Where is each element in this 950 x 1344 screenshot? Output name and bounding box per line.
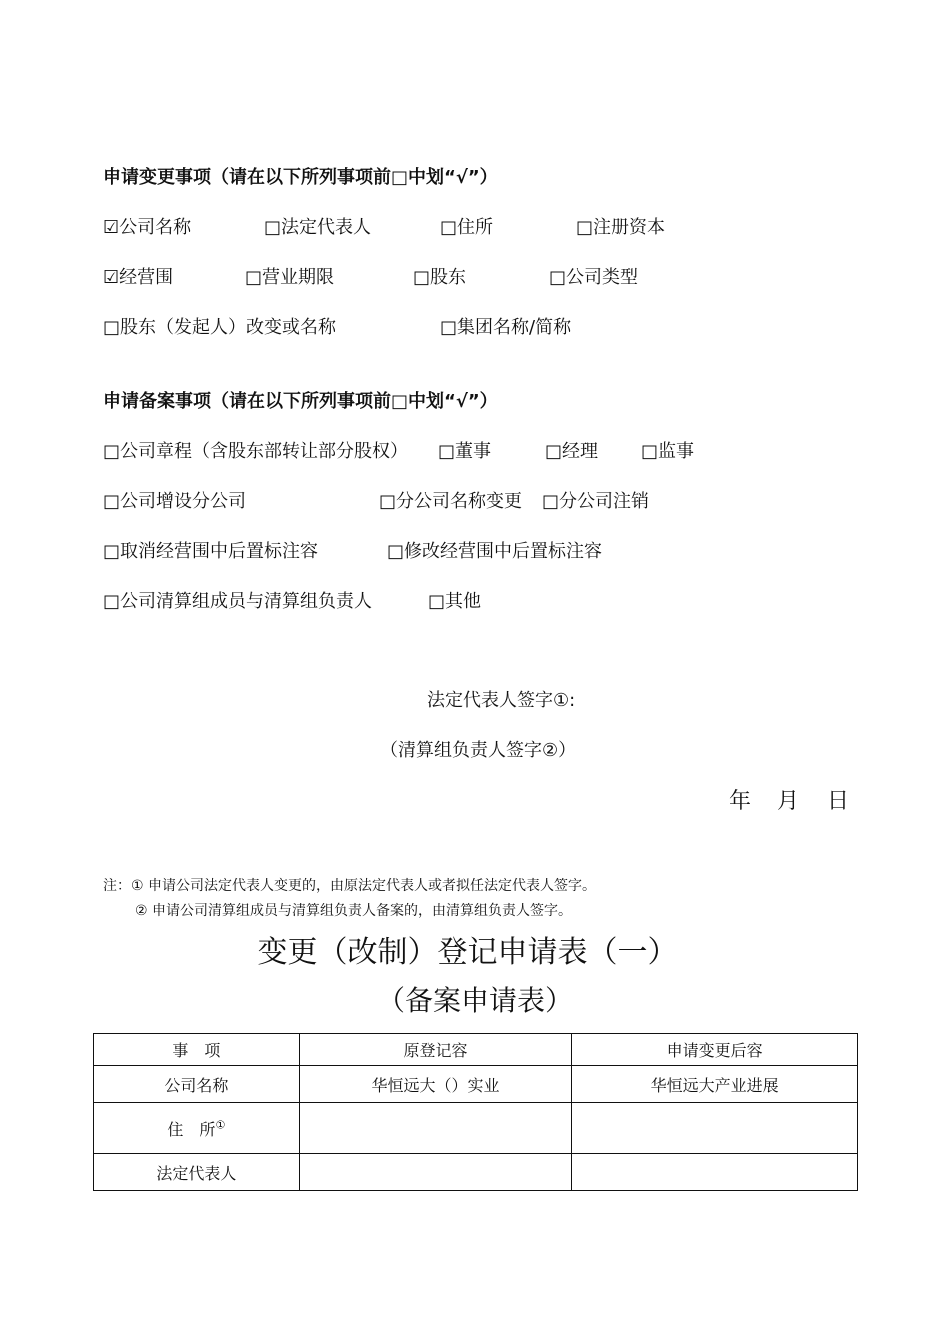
date-month: 月 bbox=[777, 789, 800, 814]
checkbox-shareholder-change[interactable]: □股东（发起人）改变或名称 bbox=[103, 317, 337, 338]
registration-table bbox=[93, 1033, 858, 1191]
table-row bbox=[94, 1103, 858, 1154]
checkbox-company-name[interactable]: ☑公司名称 bbox=[103, 217, 192, 238]
checkbox-branch-cancel[interactable]: □分公司注销 bbox=[542, 491, 650, 512]
header-new: 申请变更后容 bbox=[572, 1034, 858, 1066]
liquidator-signature-label: （清算组负责人签字②） bbox=[380, 740, 577, 761]
row-new[interactable]: 华恒远大产业进展 bbox=[572, 1066, 858, 1103]
checkbox-directors[interactable]: □董事 bbox=[438, 441, 492, 462]
table-row bbox=[94, 1154, 858, 1191]
checkbox-articles[interactable]: □公司章程（含股东部转让部分股权） bbox=[103, 441, 409, 462]
row-original[interactable] bbox=[299, 1103, 572, 1154]
checkbox-cancel-annotation[interactable]: □取消经营围中后置标注容 bbox=[103, 541, 319, 562]
row-new[interactable] bbox=[572, 1154, 858, 1191]
checkbox-branch-rename[interactable]: □分公司名称变更 bbox=[379, 491, 523, 512]
date-year: 年 bbox=[729, 789, 752, 814]
note-1: 注：① 申请公司法定代表人变更的，由原法定代表人或者拟任法定代表人签字。 bbox=[103, 878, 596, 894]
checkbox-group-name[interactable]: □集团名称/简称 bbox=[440, 317, 572, 338]
row-item-label: 住 所 bbox=[167, 1119, 216, 1139]
change-section-heading: 申请变更事项（请在以下所列事项前□中划“√”） bbox=[103, 167, 498, 188]
table-row bbox=[94, 1066, 858, 1103]
table-header-row bbox=[94, 1034, 858, 1066]
checkbox-other[interactable]: □其他 bbox=[428, 591, 482, 612]
row-original[interactable]: 华恒远大（）实业 bbox=[299, 1066, 572, 1103]
checkbox-legal-representative[interactable]: □法定代表人 bbox=[264, 217, 372, 238]
checkbox-domicile[interactable]: □住所 bbox=[440, 217, 494, 238]
record-section-heading: 申请备案事项（请在以下所列事项前□中划“√”） bbox=[103, 391, 498, 412]
checkbox-manager[interactable]: □经理 bbox=[545, 441, 599, 462]
checkbox-supervisor[interactable]: □监事 bbox=[641, 441, 695, 462]
form-title: 变更（改制）登记申请表（一） bbox=[257, 935, 678, 970]
checkbox-registered-capital[interactable]: □注册资本 bbox=[576, 217, 666, 238]
row-new[interactable] bbox=[572, 1103, 858, 1154]
checkbox-shareholders[interactable]: □股东 bbox=[413, 267, 467, 288]
date-day: 日 bbox=[827, 789, 850, 814]
checkbox-add-branch[interactable]: □公司增设分公司 bbox=[103, 491, 247, 512]
row-item: 法定代表人 bbox=[94, 1154, 300, 1191]
legal-rep-signature-label: 法定代表人签字①: bbox=[427, 690, 576, 711]
checkbox-business-term[interactable]: □营业期限 bbox=[245, 267, 335, 288]
checkbox-business-scope[interactable]: ☑经营围 bbox=[103, 267, 174, 288]
header-original: 原登记容 bbox=[299, 1034, 572, 1066]
note-2: ② 申请公司清算组成员与清算组负责人备案的，由清算组负责人签字。 bbox=[135, 903, 572, 919]
checkbox-company-type[interactable]: □公司类型 bbox=[549, 267, 639, 288]
footnote-marker: ① bbox=[215, 1118, 226, 1132]
checkbox-liquidation-group[interactable]: □公司清算组成员与清算组负责人 bbox=[103, 591, 373, 612]
header-item: 事 项 bbox=[94, 1034, 300, 1066]
row-item bbox=[94, 1103, 300, 1154]
checkbox-modify-annotation[interactable]: □修改经营围中后置标注容 bbox=[387, 541, 603, 562]
row-item: 公司名称 bbox=[94, 1066, 300, 1103]
row-original[interactable] bbox=[299, 1154, 572, 1191]
form-subtitle: （备案申请表） bbox=[376, 984, 573, 1017]
